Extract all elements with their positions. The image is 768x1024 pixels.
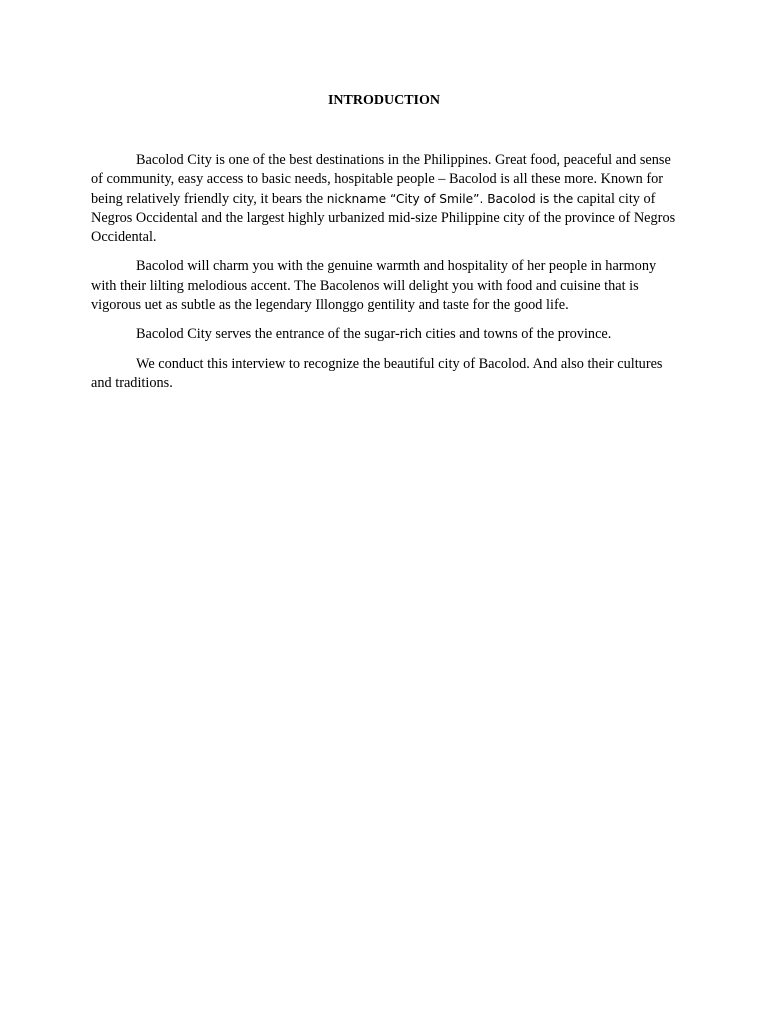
paragraph-1-nickname-run: nickname “City of Smile”. Bacolod is the: [326, 191, 574, 206]
paragraph-1-text-end: capital city of Negros Occidental and the largest highly urbanized mid-size Philippine city of the province of Negros Occidental.: [91, 190, 676, 246]
paragraph-4: We conduct this interview to recognize the beautiful city of Bacolod. And also their cultures and traditions.: [91, 355, 663, 391]
document-title: INTRODUCTION: [327, 93, 440, 108]
paragraph-1: [91, 151, 685, 247]
paragraph-2: Bacolod will charm you with the genuine warmth and hospitality of her people in harmony with their lilting melodious accent. The Bacolenos will delight you with food and cuisine that is vigorous uet as subtle as the legendary Illonggo gentility and taste for the good life.: [91, 258, 657, 314]
paragraph-1-text-start: Bacolod City is one of the best destinations in the Philippines. Great food, peaceful and sense of community, easy access to basic needs, hospitable people – Bacolod is all these more. Known for being relatively friendly city, it bears the: [91, 152, 671, 207]
paragraph-3: Bacolod City serves the entrance of the sugar-rich cities and towns of the province.: [136, 326, 612, 343]
document-body: [91, 151, 685, 403]
